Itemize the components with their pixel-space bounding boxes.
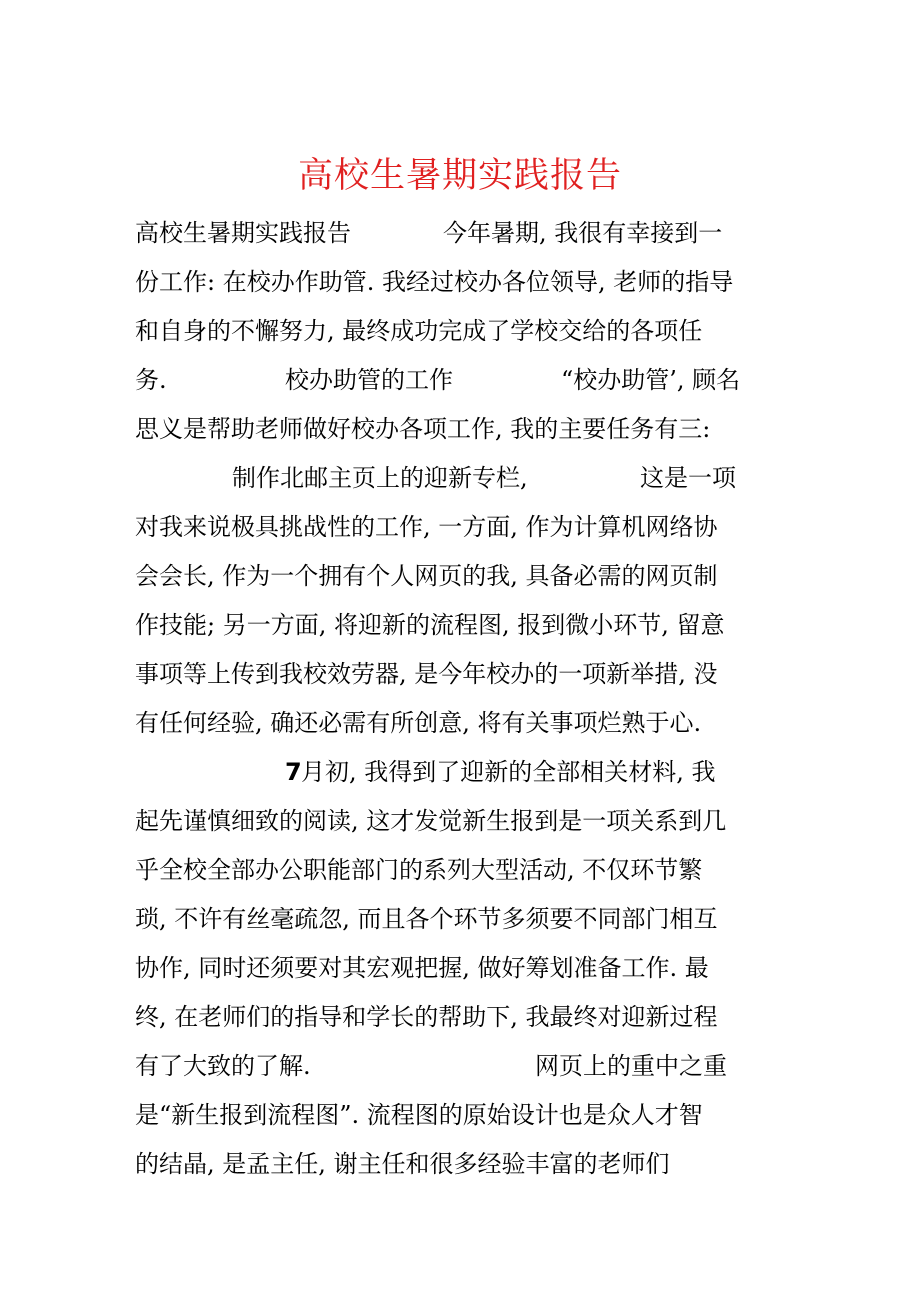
body-line: [135, 1143, 670, 1185]
body-text-segment: 月初, 我得到了迎新的全部相关材料, 我: [301, 758, 716, 786]
body-line: [135, 408, 710, 450]
body-text-segment: 有了大致的了解.: [135, 1052, 311, 1080]
body-text-segment: 高校生暑期实践报告: [135, 219, 351, 247]
body-line: [135, 849, 702, 891]
body-text-segment: 务.: [135, 366, 167, 394]
body-line: [135, 800, 726, 842]
body-text-segment: 协作, 同时还须要对其宏观把握, 做好筹划准备工作. 最: [135, 954, 709, 982]
body-text-segment: 是“新生报到流程图”. 流程图的原始设计也是众人才智: [135, 1101, 703, 1129]
body-text-segment: 的结晶, 是孟主任, 谢主任和很多经验丰富的老师们: [135, 1150, 670, 1178]
body-text-segment: 乎全校全部办公职能部门的系列大型活动, 不仅环节繁: [135, 856, 703, 884]
body-text-segment: 这是一项: [640, 464, 736, 492]
body-text-segment: 校办助管的工作: [285, 366, 453, 394]
body-line: [135, 261, 733, 303]
document-title: 高校生暑期实践报告: [297, 156, 622, 196]
body-text-segment: 起先谨慎细致的阅读, 这才发觉新生报到是一项关系到几: [135, 807, 727, 835]
body-text-segment: 终, 在老师们的指导和学长的帮助下, 我最终对迎新过程: [135, 1003, 718, 1031]
body-text-segment: 会会长, 作为一个拥有个人网页的我, 具备必需的网页制: [135, 562, 718, 590]
body-line: [135, 702, 701, 744]
body-text-segment: 和自身的不懈努力, 最终成功完成了学校交给的各项任: [135, 317, 703, 345]
body-text-segment: 制作北邮主页上的迎新专栏,: [232, 464, 528, 492]
body-text-segment: “校办助管’, 顾名: [561, 366, 741, 394]
body-line: [135, 604, 725, 646]
body-text-segment: 今年暑期, 我很有幸接到一: [443, 219, 723, 247]
body-line: [135, 653, 718, 695]
body-text-segment: 思义是帮助老师做好校办各项工作, 我的主要任务有三:: [135, 415, 711, 443]
body-line: [135, 310, 702, 352]
body-text-segment: 网页上的重中之重: [535, 1052, 727, 1080]
body-line: [135, 898, 718, 940]
body-line: [135, 947, 709, 989]
body-text-segment: 对我来说极具挑战性的工作, 一方面, 作为计算机网络协: [135, 513, 718, 541]
body-text-segment: 事项等上传到我校效劳器, 是今年校办的一项新举措, 没: [135, 660, 718, 688]
body-line: [135, 996, 718, 1038]
body-line: [135, 506, 718, 548]
body-line: [135, 1094, 703, 1136]
body-text-segment: 份工作: 在校办作助管. 我经过校办各位领导, 老师的指导: [135, 268, 734, 296]
body-text-segment: 7: [285, 758, 302, 786]
body-text-segment: 有任何经验, 确还必需有所创意, 将有关事项烂熟于心.: [135, 709, 702, 737]
body-text-segment: 琐, 不许有丝毫疏忽, 而且各个环节多须要不同部门相互: [135, 905, 718, 933]
body-line: [135, 555, 718, 597]
body-text-segment: 作技能; 另一方面, 将迎新的流程图, 报到微小环节, 留意: [135, 611, 725, 639]
